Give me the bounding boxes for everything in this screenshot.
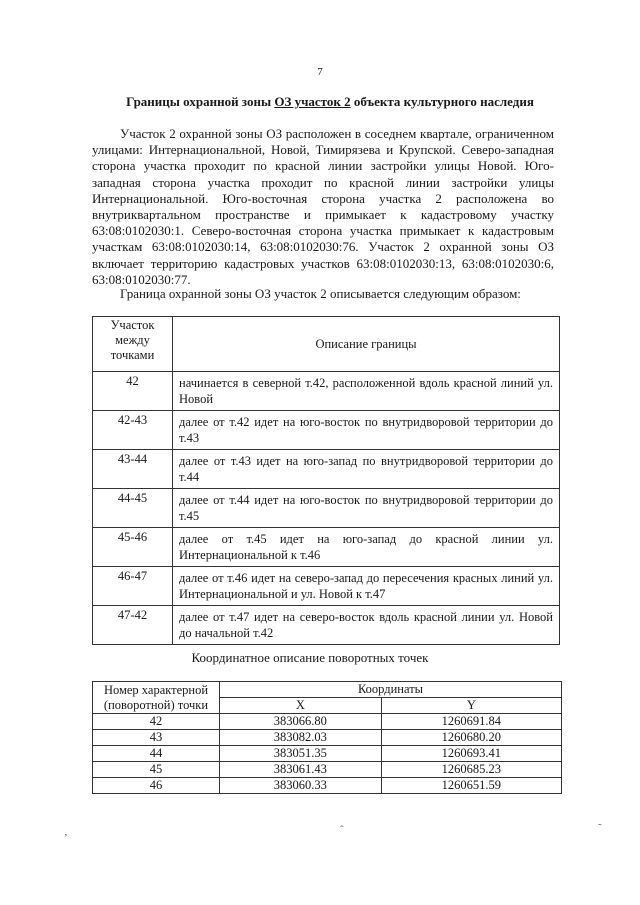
- boundary-intro: Граница охранной зоны ОЗ участок 2 описывается следующим образом:: [120, 286, 521, 301]
- segment-cell: 46-47: [93, 567, 173, 606]
- boundary-table-header: [93, 317, 560, 372]
- x-cell: 383060.33: [220, 778, 382, 794]
- point-cell: 46: [93, 778, 220, 794]
- x-cell: 383061.43: [220, 762, 382, 778]
- table-row: [93, 450, 560, 489]
- y-cell: 1260685.23: [381, 762, 561, 778]
- title-suffix: объекта культурного наследия: [350, 94, 534, 109]
- table-row: [93, 411, 560, 450]
- header-coordinates: Координаты: [220, 682, 562, 698]
- page-number: 7: [317, 66, 323, 78]
- description-cell: далее от т.46 идет на северо-запад до пересечения красных линий ул. Интернациональной и ул. Новой к т.47: [173, 567, 560, 606]
- header-description: Описание границы: [173, 317, 560, 372]
- description-cell: далее от т.45 идет на юго-запад до красной линии ул. Интернациональной к т.46: [173, 528, 560, 567]
- table-row: [93, 746, 562, 762]
- header-segment: Участок между точками: [93, 317, 173, 372]
- table-row: [93, 489, 560, 528]
- segment-cell: 42: [93, 372, 173, 411]
- segment-cell: 43-44: [93, 450, 173, 489]
- x-cell: 383066.80: [220, 714, 382, 730]
- description-cell: далее от т.42 идет на юго-восток по внутридворовой территории до т.43: [173, 411, 560, 450]
- point-cell: 42: [93, 714, 220, 730]
- segment-cell: 47-42: [93, 606, 173, 645]
- boundary-table: [92, 316, 560, 645]
- point-cell: 44: [93, 746, 220, 762]
- table-row: [93, 762, 562, 778]
- description-cell: начинается в северной т.42, расположенной вдоль красной линий ул. Новой: [173, 372, 560, 411]
- segment-cell: 42-43: [93, 411, 173, 450]
- point-cell: 45: [93, 762, 220, 778]
- x-cell: 383082.03: [220, 730, 382, 746]
- scan-mark-right: ˜: [598, 822, 602, 834]
- description-cell: далее от т.44 идет на юго-восток по внутридворовой территории до т.45: [173, 489, 560, 528]
- y-cell: 1260651.59: [381, 778, 561, 794]
- section-title: [60, 94, 600, 110]
- header-x: X: [220, 698, 382, 714]
- header-point: Номер характерной (поворотной) точки: [93, 682, 220, 714]
- point-cell: 43: [93, 730, 220, 746]
- title-underlined: ОЗ участок 2: [274, 94, 351, 109]
- title-prefix: Границы охранной зоны: [126, 94, 275, 109]
- table-row: [93, 528, 560, 567]
- coords-header-row: [93, 682, 562, 698]
- coords-table: [92, 681, 562, 794]
- segment-cell: 44-45: [93, 489, 173, 528]
- scan-mark-center: ˆ: [340, 824, 344, 836]
- table-row: [93, 730, 562, 746]
- y-cell: 1260691.84: [381, 714, 561, 730]
- table-row: [93, 567, 560, 606]
- description-cell: далее от т.43 идет на юго-запад по внутридворовой территории до т.44: [173, 450, 560, 489]
- table-row: [93, 372, 560, 411]
- y-cell: 1260680.20: [381, 730, 561, 746]
- coords-title: Координатное описание поворотных точек: [191, 650, 429, 665]
- description-cell: далее от т.47 идет на северо-восток вдоль красной линии ул. Новой до начальной т.42: [173, 606, 560, 645]
- header-y: Y: [381, 698, 561, 714]
- table-row: [93, 778, 562, 794]
- y-cell: 1260693.41: [381, 746, 561, 762]
- scan-mark-left: ‚: [64, 826, 68, 838]
- description-paragraph: Участок 2 охранной зоны ОЗ расположен в соседнем квартале, ограниченном улицами: Интернациональной, Новой, Тимирязева и Крупской. Северо-западная сторона участка проходит по красной линии застройки улицы Новой. Юго-западная сторона участка проходит по красной линии застройки улицы Интернациональной. Юго-восточная сторона участка 2 расположена во внутриквартальном пространстве и примыкает к кадастровому участку 63:08:0102030:1. Северо-восточная сторона участка примыкает к кадастровым участкам 63:08:0102030:14, 63:08:0102030:76. Участок 2 охранной зоны ОЗ включает территорию кадастровых участков 63:08:0102030:13, 63:08:0102030:6, 63:08:0102030:77.: [92, 126, 554, 287]
- segment-cell: 45-46: [93, 528, 173, 567]
- table-row: [93, 606, 560, 645]
- x-cell: 383051.35: [220, 746, 382, 762]
- table-row: [93, 714, 562, 730]
